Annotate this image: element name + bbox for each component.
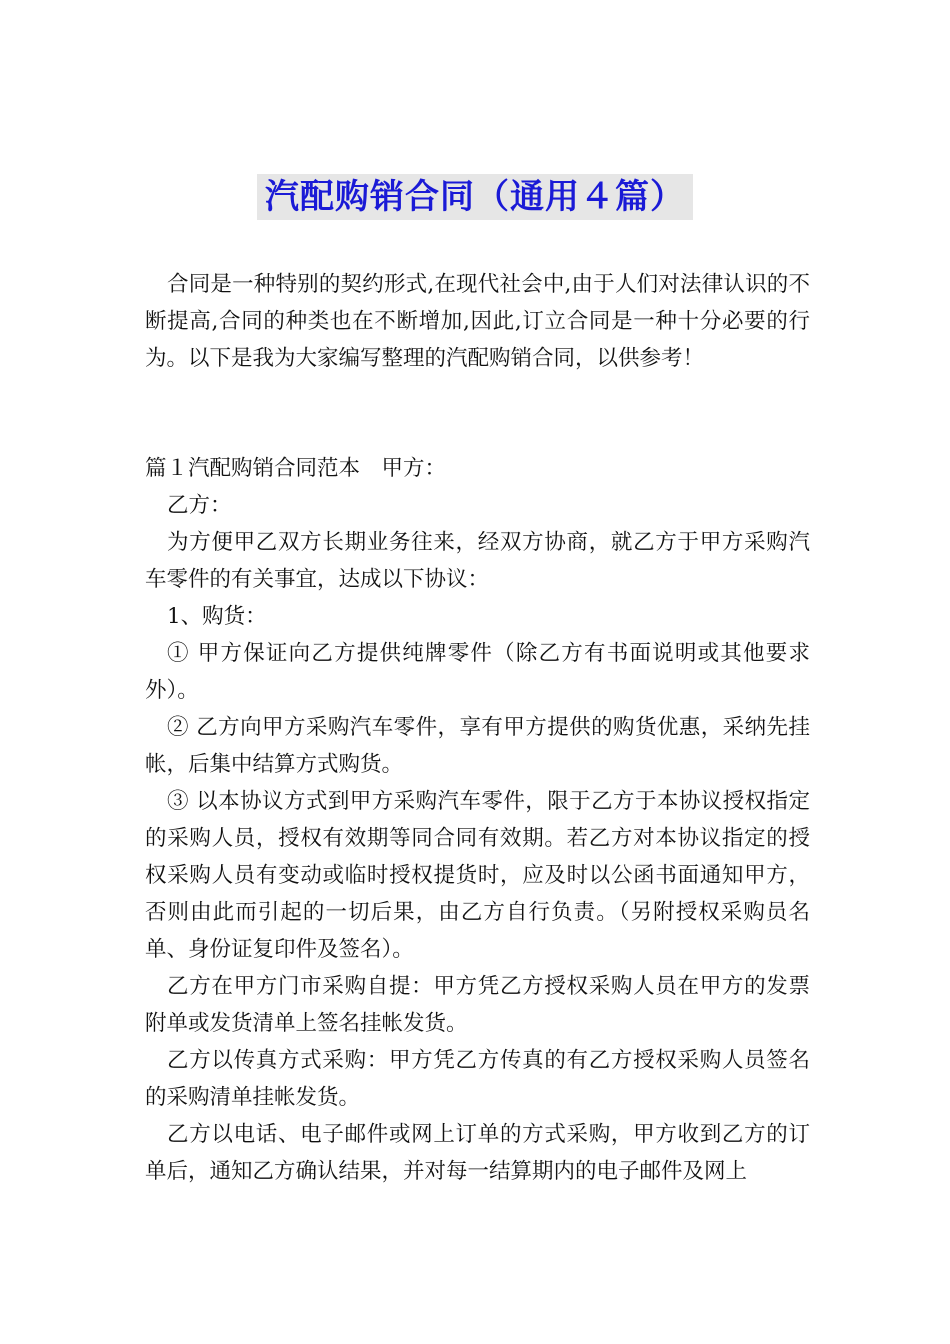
self-pickup-paragraph: 乙方在甲方门市采购自提：甲方凭乙方授权采购人员在甲方的发票附单或发货清单上签名挂帐发货。 xyxy=(145,974,810,1036)
document-title: 汽配购销合同（通用４篇） xyxy=(257,174,693,220)
intro-paragraph: 合同是一种特别的契约形式,在现代社会中,由于人们对法律认识的不断提高,合同的种类也在不断增加,因此,订立合同是一种十分必要的行为。以下是我为大家编写整理的汽配购销合同，以供参考！ xyxy=(145,272,810,371)
clause-purchase-heading: 1、购货： xyxy=(167,604,267,629)
clause-item-1: ① 甲方保证向乙方提供纯牌零件（除乙方有书面说明或其他要求外）。 xyxy=(145,641,810,703)
clause-item-2: ② 乙方向甲方采购汽车零件，享有甲方提供的购货优惠，采纳先挂帐，后集中结算方式购货。 xyxy=(145,715,810,777)
title-container xyxy=(0,174,950,220)
section-heading: 篇１汽配购销合同范本 甲方： xyxy=(145,456,447,481)
party-b-line: 乙方： xyxy=(167,493,232,518)
clause-item-3: ③ 以本协议方式到甲方采购汽车零件，限于乙方于本协议授权指定的采购人员，授权有效期等同合同有效期。若乙方对本协议指定的授权采购人员有变动或临时授权提货时，应及时以公函书面通知甲方，否则由此而引起的一切后果，由乙方自行负责。（另附授权采购员名单、身份证复印件及签名）。 xyxy=(145,789,810,962)
intro-section xyxy=(145,266,810,377)
agreement-preamble: 为方便甲乙双方长期业务往来，经双方协商，就乙方于甲方采购汽车零件的有关事宜，达成以下协议： xyxy=(145,530,810,592)
fax-purchase-paragraph: 乙方以传真方式采购：甲方凭乙方传真的有乙方授权采购人员签名的采购清单挂帐发货。 xyxy=(145,1048,810,1110)
contract-body xyxy=(145,450,810,1190)
online-purchase-paragraph: 乙方以电话、电子邮件或网上订单的方式采购，甲方收到乙方的订单后，通知乙方确认结果，并对每一结算期内的电子邮件及网上 xyxy=(145,1122,810,1184)
